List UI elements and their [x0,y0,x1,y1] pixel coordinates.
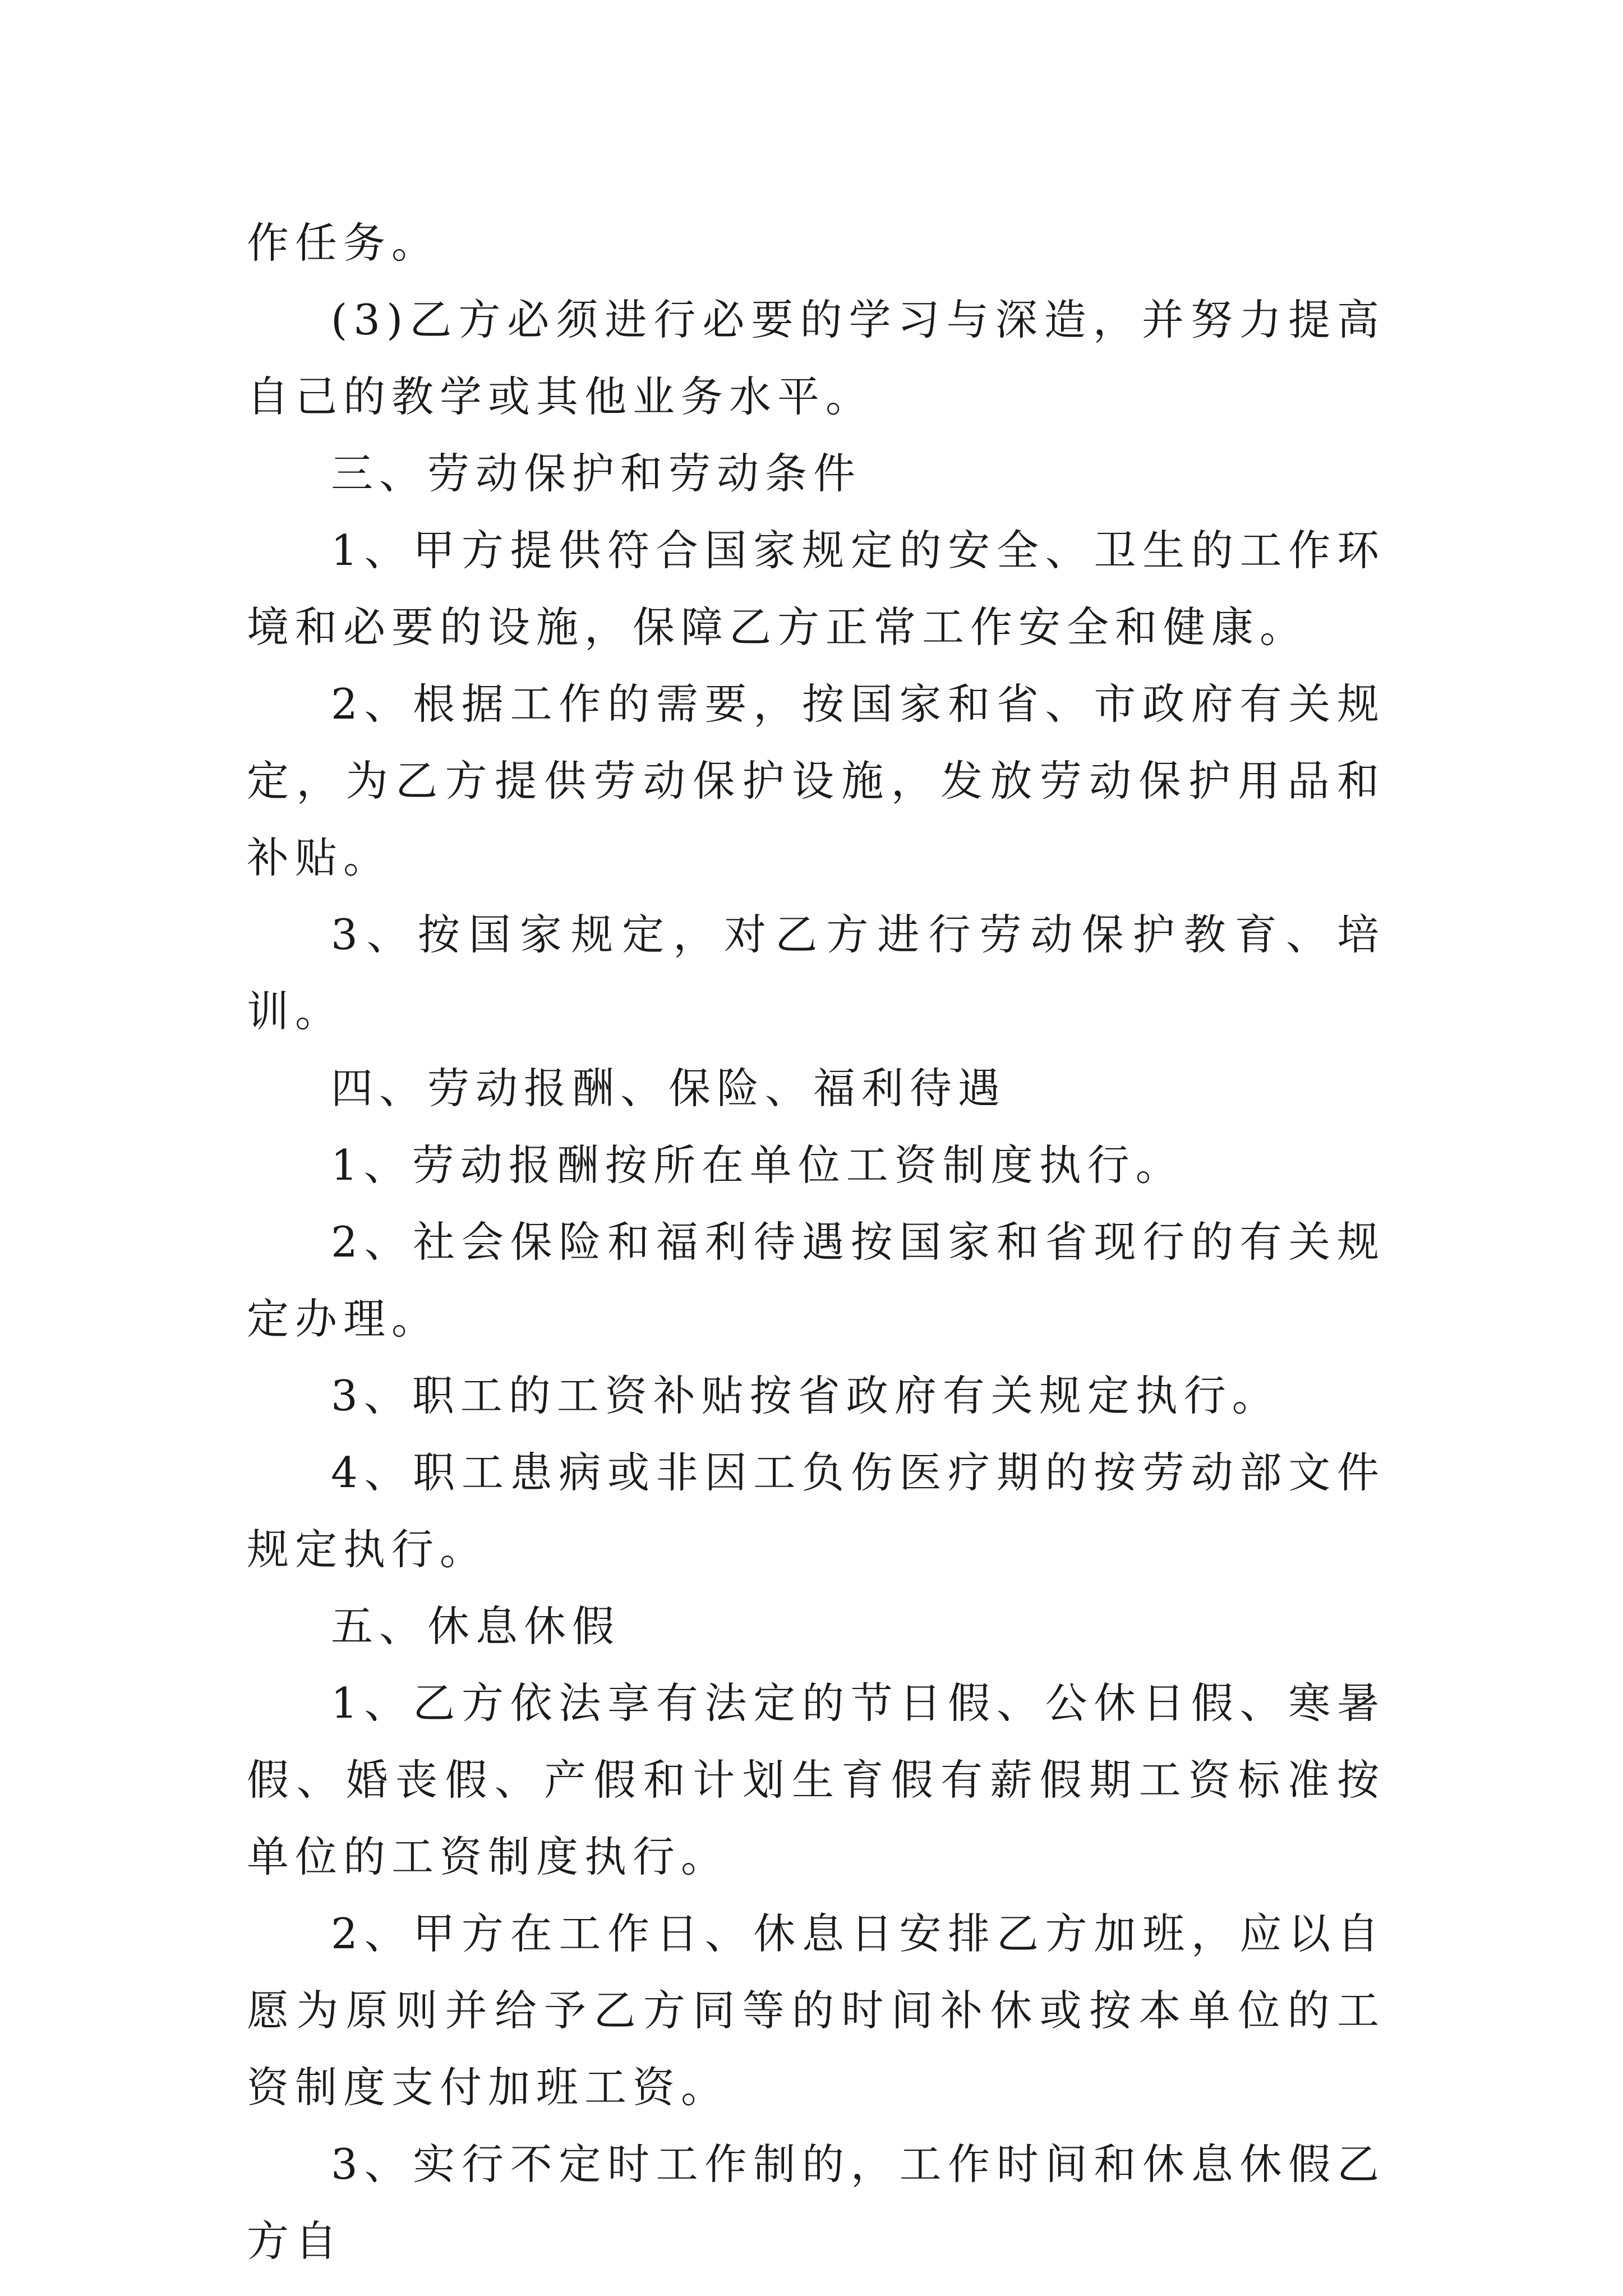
section-heading: 五、休息休假 [331,1602,621,1651]
paragraph: 1、劳动报酬按所在单位工资制度执行。 [331,1140,1184,1190]
paragraph: 3、实行不定时工作制的，工作时间和休息休假乙方自 [247,2139,1385,2266]
paragraph: 1、甲方提供符合国家规定的安全、卫生的工作环境和必要的设施，保障乙方正常工作安全和健康。 [247,526,1385,652]
paragraph: 4、职工患病或非因工负伤医疗期的按劳动部文件规定执行。 [247,1448,1385,1574]
paragraph: 2、社会保险和福利待遇按国家和省现行的有关规定办理。 [247,1217,1385,1343]
paragraph: 2、根据工作的需要，按国家和省、市政府有关规定，为乙方提供劳动保护设施，发放劳动保护用品和补贴。 [247,679,1385,882]
section-heading: 三、劳动保护和劳动条件 [331,449,862,498]
paragraph: 1、乙方依法享有法定的节日假、公休日假、寒暑假、婚丧假、产假和计划生育假有薪假期工资标准按单位的工资制度执行。 [247,1678,1385,1881]
paragraph: 3、按国家规定，对乙方进行劳动保护教育、培训。 [247,910,1385,1036]
paragraph: (3)乙方必须进行必要的学习与深造，并努力提高自己的教学或其他业务水平。 [247,295,1385,421]
paragraph: 3、职工的工资补贴按省政府有关规定执行。 [331,1371,1280,1420]
section-heading: 四、劳动报酬、保险、福利待遇 [331,1064,1007,1113]
paragraph: 作任务。 [247,218,440,268]
document-body [247,205,1385,2280]
paragraph: 2、甲方在工作日、休息日安排乙方加班，应以自愿为原则并给予乙方同等的时间补休或按本单位的工资制度支付加班工资。 [247,1909,1385,2112]
